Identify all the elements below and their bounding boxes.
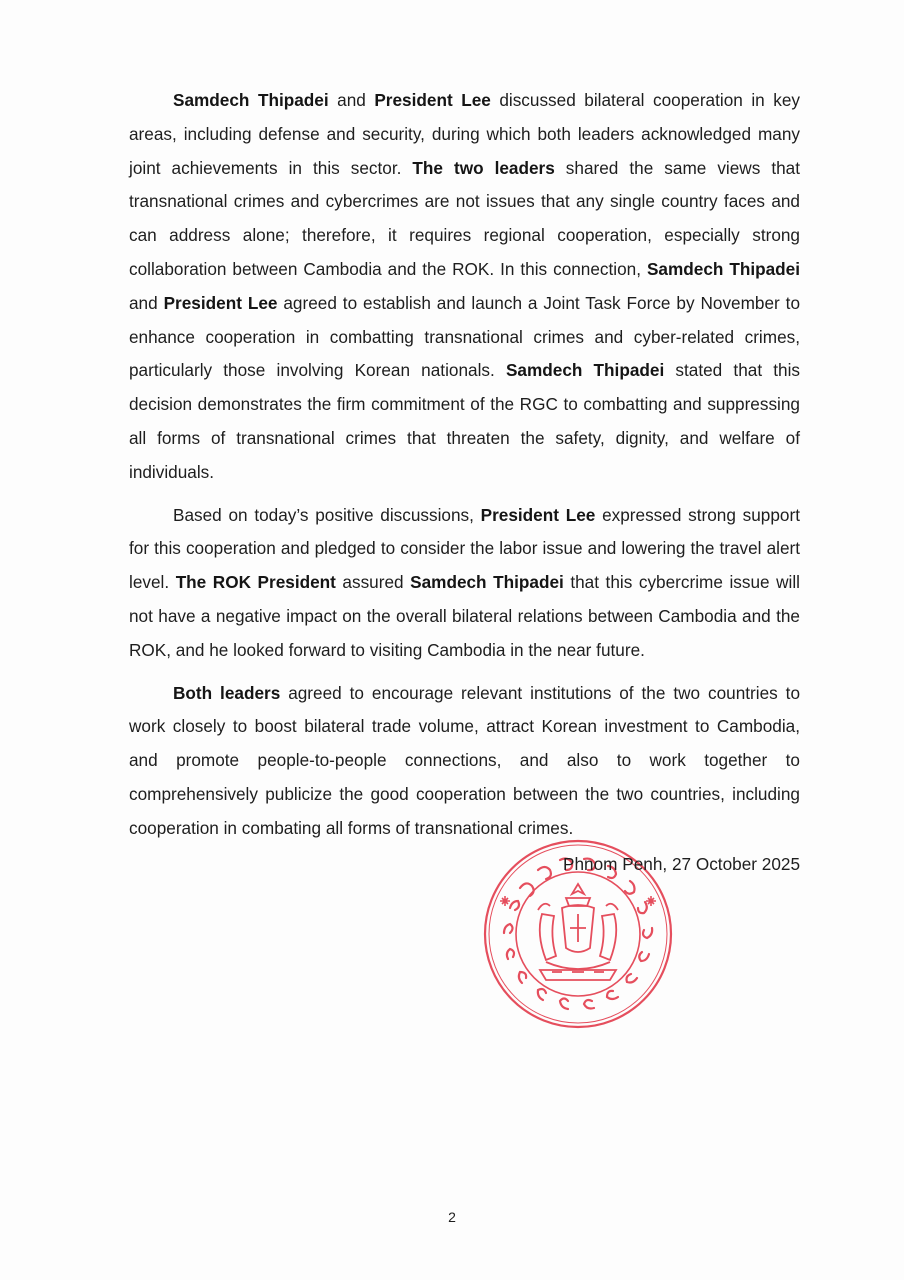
document-body — [129, 84, 800, 855]
bold-name-text: The two leaders — [412, 157, 555, 178]
paragraph — [129, 499, 800, 668]
paragraph-text: discussed bilateral cooperation in key areas, including defense and security, during which both leaders acknowledged many joint achievements in this sector. — [129, 90, 800, 178]
paragraph-text: agreed to establish and launch a Joint Task Force by November to enhance cooperation in combatting transnational crimes and cyber-related crimes, particularly those involving Korean nationals. — [129, 292, 800, 381]
paragraph — [129, 677, 800, 846]
paragraph-text: Based on today’s positive discussions, — [173, 504, 481, 525]
paragraph — [129, 84, 800, 490]
paragraph-text: assured — [335, 572, 411, 593]
bold-name-text: Samdech Thipadei — [173, 90, 329, 110]
bold-name-text: Samdech Thipadei — [410, 572, 564, 593]
bold-name-text: Samdech Thipadei — [505, 360, 665, 381]
bold-name-text: The ROK President — [175, 572, 336, 593]
paragraph-text: and — [129, 292, 164, 313]
paragraph-text: agreed to encourage relevant institutions of the two countries to work closely to boost bilateral trade volume, attract Korean investment to Cambodia, and promote people-to-people connections, and also to work together to comprehensively publicize the good cooperation between the two countries, including cooperation in combating all forms of transnational crimes. — [129, 682, 801, 838]
bold-name-text: Samdech Thipadei — [646, 258, 801, 279]
page-number: 2 — [448, 1209, 456, 1225]
bold-name-text: President Lee — [480, 504, 596, 525]
paragraph-text: shared the same views that transnational crimes and cybercrimes are not issues that any single country faces and can address alone; therefore, it requires regional cooperation, especially strong collaboration between Cambodia and the ROK. In this connection, — [129, 157, 800, 279]
paragraph-text: stated that this decision demonstrates the firm commitment of the RGC to combatting and suppressing all forms of transnational crimes that threaten the safety, dignity, and welfare of individuals. — [129, 360, 801, 482]
place-and-date: Phnom Penh, 27 October 2025 — [563, 854, 800, 874]
bold-name-text: President Lee — [374, 90, 491, 110]
bold-name-text: Both leaders — [173, 682, 281, 703]
paragraph-text: and — [328, 90, 375, 110]
bold-name-text: President Lee — [163, 292, 278, 313]
paragraph-text: that this cybercrime issue will not have a negative impact on the overall bilateral relations between Cambodia and the ROK, and he looked forward to visiting Cambodia in the near future. — [129, 572, 800, 660]
paragraph-text: expressed strong support for this cooperation and pledged to consider the labor issue and lowering the travel alert level. — [129, 504, 800, 593]
